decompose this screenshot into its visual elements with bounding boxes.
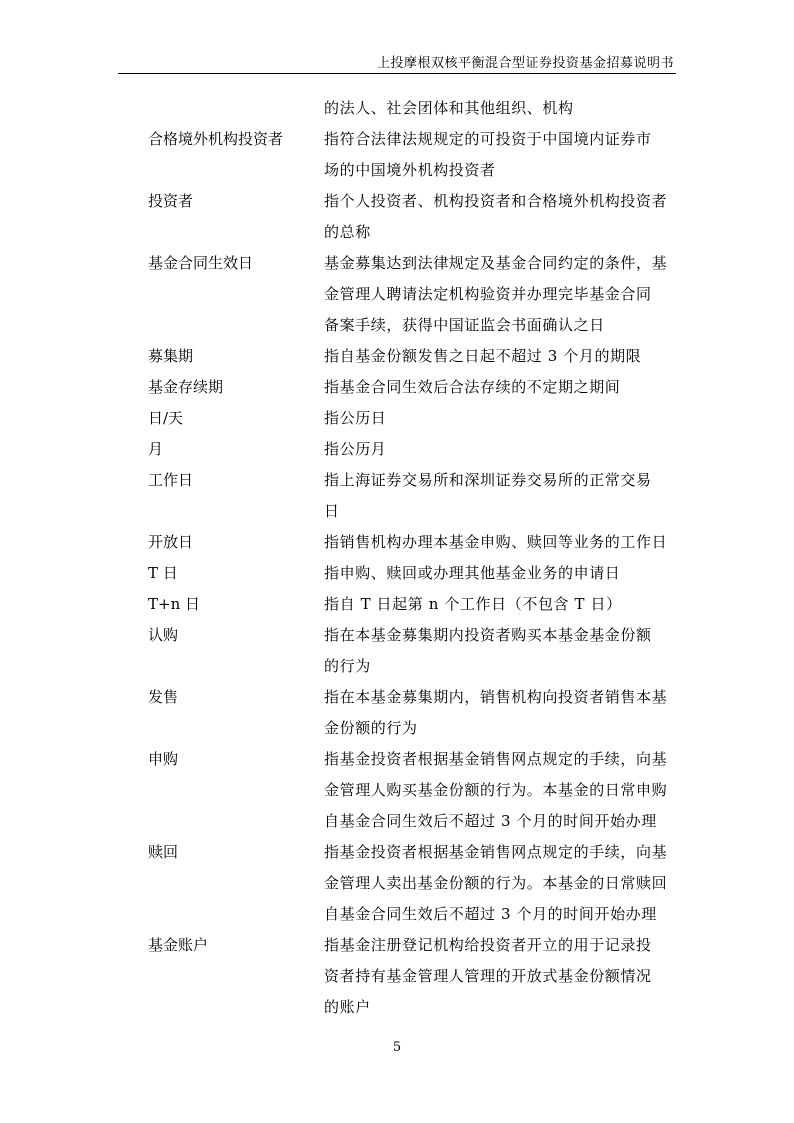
definition-line: 指基金合同生效后合法存续的不定期之期间 — [324, 378, 621, 396]
definition-row — [148, 527, 678, 558]
definition-term: 合格境外机构投资者 — [148, 130, 284, 148]
definition-description — [324, 248, 678, 341]
definition-line: 的法人、社会团体和其他组织、机构 — [324, 99, 574, 117]
definition-term: 月 — [148, 440, 164, 458]
definition-term: 投资者 — [148, 192, 194, 210]
definition-term: 募集期 — [148, 347, 194, 365]
definition-row — [148, 744, 678, 837]
definition-row — [148, 620, 678, 682]
definition-line: 金管理人购买基金份额的行为。本基金的日常申购 — [324, 781, 668, 799]
definition-description — [324, 744, 678, 837]
definition-description — [324, 434, 678, 465]
definition-line: 指上海证券交易所和深圳证券交易所的正常交易 — [324, 471, 652, 489]
definition-line: 金份额的行为 — [324, 719, 418, 737]
definition-description — [324, 589, 678, 620]
definition-term: 工作日 — [148, 471, 194, 489]
definition-row — [148, 93, 678, 124]
definition-description — [324, 682, 678, 744]
definition-line: 自基金合同生效后不超过 3 个月的时间开始办理 — [324, 812, 657, 830]
definition-row — [148, 682, 678, 744]
definition-term: 发售 — [148, 688, 179, 706]
definition-term: 基金存续期 — [148, 378, 224, 396]
definition-row — [148, 434, 678, 465]
definition-description — [324, 403, 678, 434]
definition-line: 自基金合同生效后不超过 3 个月的时间开始办理 — [324, 905, 657, 923]
definition-term: T+n 日 — [148, 595, 201, 613]
definition-description — [324, 465, 678, 527]
definition-line: 指在本基金募集期内，销售机构向投资者销售本基 — [324, 688, 668, 706]
page-number: 5 — [392, 1040, 402, 1055]
definition-line: 指个人投资者、机构投资者和合格境外机构投资者 — [324, 192, 668, 210]
definition-line: 指基金投资者根据基金销售网点规定的手续，向基 — [324, 750, 668, 768]
definition-line: 指基金注册登记机构给投资者开立的用于记录投 — [324, 936, 652, 954]
definition-line: 指公历月 — [324, 440, 387, 458]
definition-description — [324, 837, 678, 930]
definition-row — [148, 930, 678, 1023]
definition-line: 的总称 — [324, 223, 371, 241]
definition-description — [324, 372, 678, 403]
definition-line: 指自基金份额发售之日起不超过 3 个月的期限 — [324, 347, 642, 365]
definition-row — [148, 589, 678, 620]
definition-description — [324, 527, 678, 558]
definition-description — [324, 124, 678, 186]
definition-line: 的行为 — [324, 657, 371, 675]
definition-line: 指在本基金募集期内投资者购买本基金基金份额 — [324, 626, 652, 644]
definition-row — [148, 558, 678, 589]
definition-term: 开放日 — [148, 533, 194, 551]
definition-line: 指公历日 — [324, 409, 387, 427]
definition-term: T 日 — [148, 564, 178, 582]
definition-line: 日 — [324, 502, 340, 520]
definition-description — [324, 341, 678, 372]
definition-row — [148, 341, 678, 372]
definition-line: 指符合法律法规规定的可投资于中国境内证券市 — [324, 130, 652, 148]
definition-description — [324, 558, 678, 589]
definition-description — [324, 186, 678, 248]
definition-term: 赎回 — [148, 843, 179, 861]
definition-term: 认购 — [148, 626, 179, 644]
definition-description — [324, 620, 678, 682]
definition-row — [148, 186, 678, 248]
definitions-list — [148, 93, 678, 1023]
definition-term: 申购 — [148, 750, 179, 768]
header-rule — [118, 73, 676, 74]
definition-description — [324, 930, 678, 1023]
definition-term: 日/天 — [148, 409, 184, 427]
definition-line: 基金募集达到法律规定及基金合同约定的条件，基 — [324, 254, 668, 272]
definition-row — [148, 403, 678, 434]
definition-term: 基金账户 — [148, 936, 209, 954]
definition-row — [148, 372, 678, 403]
definition-line: 场的中国境外机构投资者 — [324, 161, 496, 179]
header-title: 上投摩根双核平衡混合型证券投资基金招募说明书 — [376, 56, 674, 71]
definition-line: 指销售机构办理本基金申购、赎回等业务的工作日 — [324, 533, 668, 551]
definition-line: 的账户 — [324, 998, 371, 1016]
definition-row — [148, 248, 678, 341]
definition-line: 资者持有基金管理人管理的开放式基金份额情况 — [324, 967, 652, 985]
definition-line: 指基金投资者根据基金销售网点规定的手续，向基 — [324, 843, 668, 861]
definition-row — [148, 837, 678, 930]
definition-line: 指申购、赎回或办理其他基金业务的申请日 — [324, 564, 621, 582]
definition-term: 基金合同生效日 — [148, 254, 254, 272]
definition-description — [324, 93, 678, 124]
definition-line: 金管理人卖出基金份额的行为。本基金的日常赎回 — [324, 874, 668, 892]
definition-row — [148, 124, 678, 186]
definition-row — [148, 465, 678, 527]
definition-line: 金管理人聘请法定机构验资并办理完毕基金合同 — [324, 285, 652, 303]
definition-line: 指自 T 日起第 n 个工作日（不包含 T 日） — [324, 595, 622, 613]
definition-line: 备案手续，获得中国证监会书面确认之日 — [324, 316, 605, 334]
